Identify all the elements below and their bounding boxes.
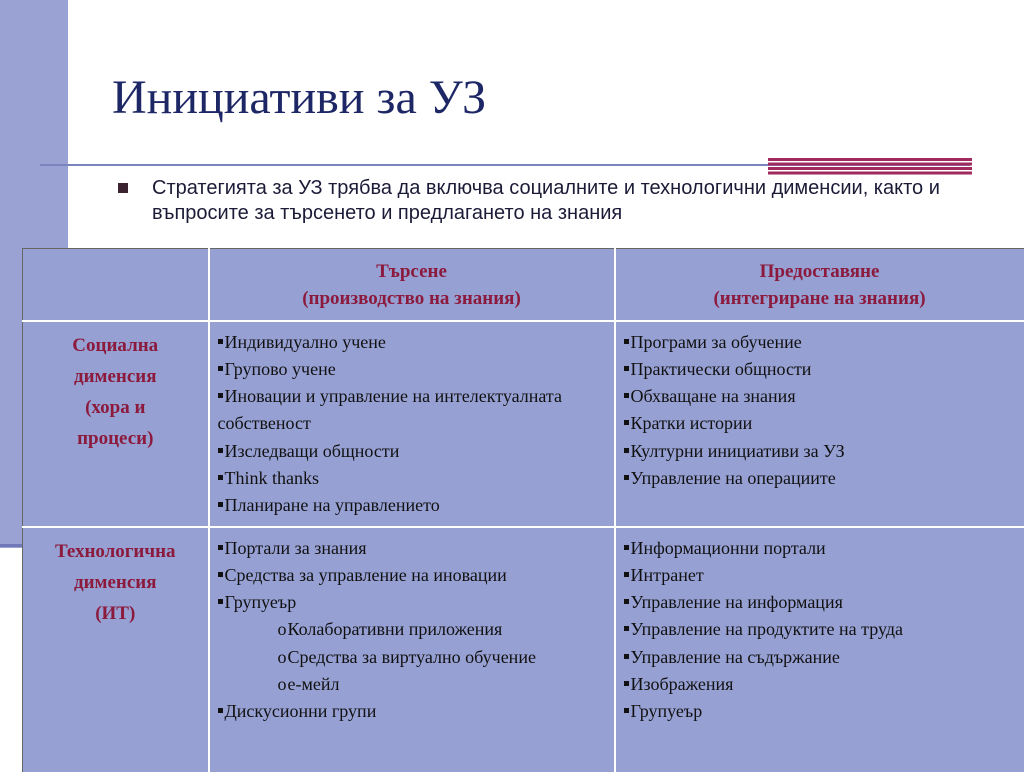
row-label-social [23, 321, 209, 527]
initiatives-table [22, 248, 1024, 774]
list-item-text: Портали за знания [225, 538, 367, 558]
list-item-text: Практически общности [631, 359, 812, 379]
square-bullet-icon [624, 626, 629, 631]
item-list [616, 322, 1024, 493]
square-bullet-icon [118, 183, 128, 193]
item-list [210, 322, 614, 520]
list-item-text: Иновации и управление на интелектуалната собственост [218, 386, 563, 433]
list-item-text: Обхващане на знания [631, 386, 796, 406]
list-item [624, 589, 1024, 616]
list-item [624, 671, 1024, 698]
list-item [218, 616, 614, 643]
list-item [218, 671, 614, 698]
list-item-text: Управление на операциите [631, 468, 836, 488]
square-bullet-icon [218, 502, 223, 507]
list-item-text: Изследващи общности [225, 441, 400, 461]
list-item [624, 383, 1024, 410]
square-bullet-icon [218, 599, 223, 604]
square-bullet-icon [218, 393, 223, 398]
list-item [218, 356, 614, 383]
list-item [218, 438, 614, 465]
row-label-line: (ИТ) [23, 598, 208, 629]
header-supply-subtitle: (интегриране на знания) [616, 285, 1024, 312]
square-bullet-icon [624, 366, 629, 371]
list-item-text: Средства за управление на иновации [225, 565, 507, 585]
list-item-text: Дискусионни групи [225, 701, 377, 721]
cell-tech-supply [615, 527, 1024, 773]
cell-social-demand [209, 321, 615, 527]
list-item [218, 465, 614, 492]
list-item-text: е-мейл [288, 674, 340, 694]
header-demand-title: Търсене [210, 258, 614, 285]
list-item [624, 562, 1024, 589]
list-item-text: Информационни портали [631, 538, 826, 558]
square-bullet-icon [218, 545, 223, 550]
square-bullet-icon [218, 339, 223, 344]
circle-bullet-icon: o [278, 647, 287, 667]
row-label-line: процеси) [23, 423, 208, 454]
square-bullet-icon [624, 545, 629, 550]
header-corner-cell [23, 249, 209, 321]
list-item-text: Индивидуално учене [225, 332, 386, 352]
list-item-text: Програми за обучение [631, 332, 802, 352]
list-item [624, 410, 1024, 437]
square-bullet-icon [624, 339, 629, 344]
item-list [616, 528, 1024, 726]
row-label-line: (хора и [23, 392, 208, 423]
list-item [624, 438, 1024, 465]
list-item [218, 562, 614, 589]
table-row-social [23, 321, 1024, 527]
list-item-text: Кратки истории [631, 413, 753, 433]
intro-bullet [118, 176, 998, 226]
square-bullet-icon [624, 475, 629, 480]
table-row-tech [23, 527, 1024, 773]
square-bullet-icon [218, 448, 223, 453]
list-item [624, 616, 1024, 643]
square-bullet-icon [624, 708, 629, 713]
list-item-text: Управление на продуктите на труда [631, 619, 904, 639]
intro-bullet-text: Стратегията за УЗ трябва да включва социалните и технологични дименсии, както и въпросите за търсенето и предлагането на знания [152, 176, 998, 226]
list-item-text: Интранет [631, 565, 704, 585]
list-item-text: Колаборативни приложения [288, 619, 503, 639]
square-bullet-icon [624, 599, 629, 604]
slide-title: Инициативи за УЗ [112, 70, 486, 125]
table-header-row [23, 249, 1024, 321]
list-item [624, 644, 1024, 671]
square-bullet-icon [218, 708, 223, 713]
list-item-text: Управление на информация [631, 592, 843, 612]
list-item [218, 492, 614, 519]
list-item-text: Изображения [631, 674, 734, 694]
row-label-line: дименсия [23, 361, 208, 392]
square-bullet-icon [624, 448, 629, 453]
circle-bullet-icon: o [278, 619, 287, 639]
row-label-line: Социална [23, 330, 208, 361]
list-item [624, 698, 1024, 725]
cell-social-supply [615, 321, 1024, 527]
list-item-text: Управление на съдържание [631, 647, 840, 667]
list-item [624, 329, 1024, 356]
list-item [624, 535, 1024, 562]
list-item [218, 644, 614, 671]
list-item-text: Културни инициативи за УЗ [631, 441, 845, 461]
header-demand-subtitle: (производство на знания) [210, 285, 614, 312]
row-label-line: Технологична [23, 536, 208, 567]
list-item-text: Средства за виртуално обучение [288, 647, 536, 667]
header-supply [615, 249, 1024, 321]
square-bullet-icon [624, 420, 629, 425]
list-item-text: Групуеър [631, 701, 703, 721]
list-item-text: Групуеър [225, 592, 297, 612]
list-item [624, 356, 1024, 383]
header-demand [209, 249, 615, 321]
square-bullet-icon [218, 475, 223, 480]
square-bullet-icon [218, 572, 223, 577]
accent-stripes [768, 158, 972, 176]
list-item [218, 535, 614, 562]
square-bullet-icon [624, 681, 629, 686]
list-item-text: Групово учене [225, 359, 336, 379]
list-item [624, 465, 1024, 492]
square-bullet-icon [218, 366, 223, 371]
header-supply-title: Предоставяне [616, 258, 1024, 285]
row-label-tech [23, 527, 209, 773]
square-bullet-icon [624, 572, 629, 577]
square-bullet-icon [624, 393, 629, 398]
list-item [218, 698, 614, 725]
list-item [218, 383, 614, 438]
list-item-text: Планиране на управлението [225, 495, 440, 515]
list-item [218, 589, 614, 616]
item-list [210, 528, 614, 726]
row-label-line: дименсия [23, 567, 208, 598]
circle-bullet-icon: o [278, 674, 287, 694]
cell-tech-demand [209, 527, 615, 773]
list-item [218, 329, 614, 356]
square-bullet-icon [624, 654, 629, 659]
list-item-text: Think thanks [225, 468, 320, 488]
